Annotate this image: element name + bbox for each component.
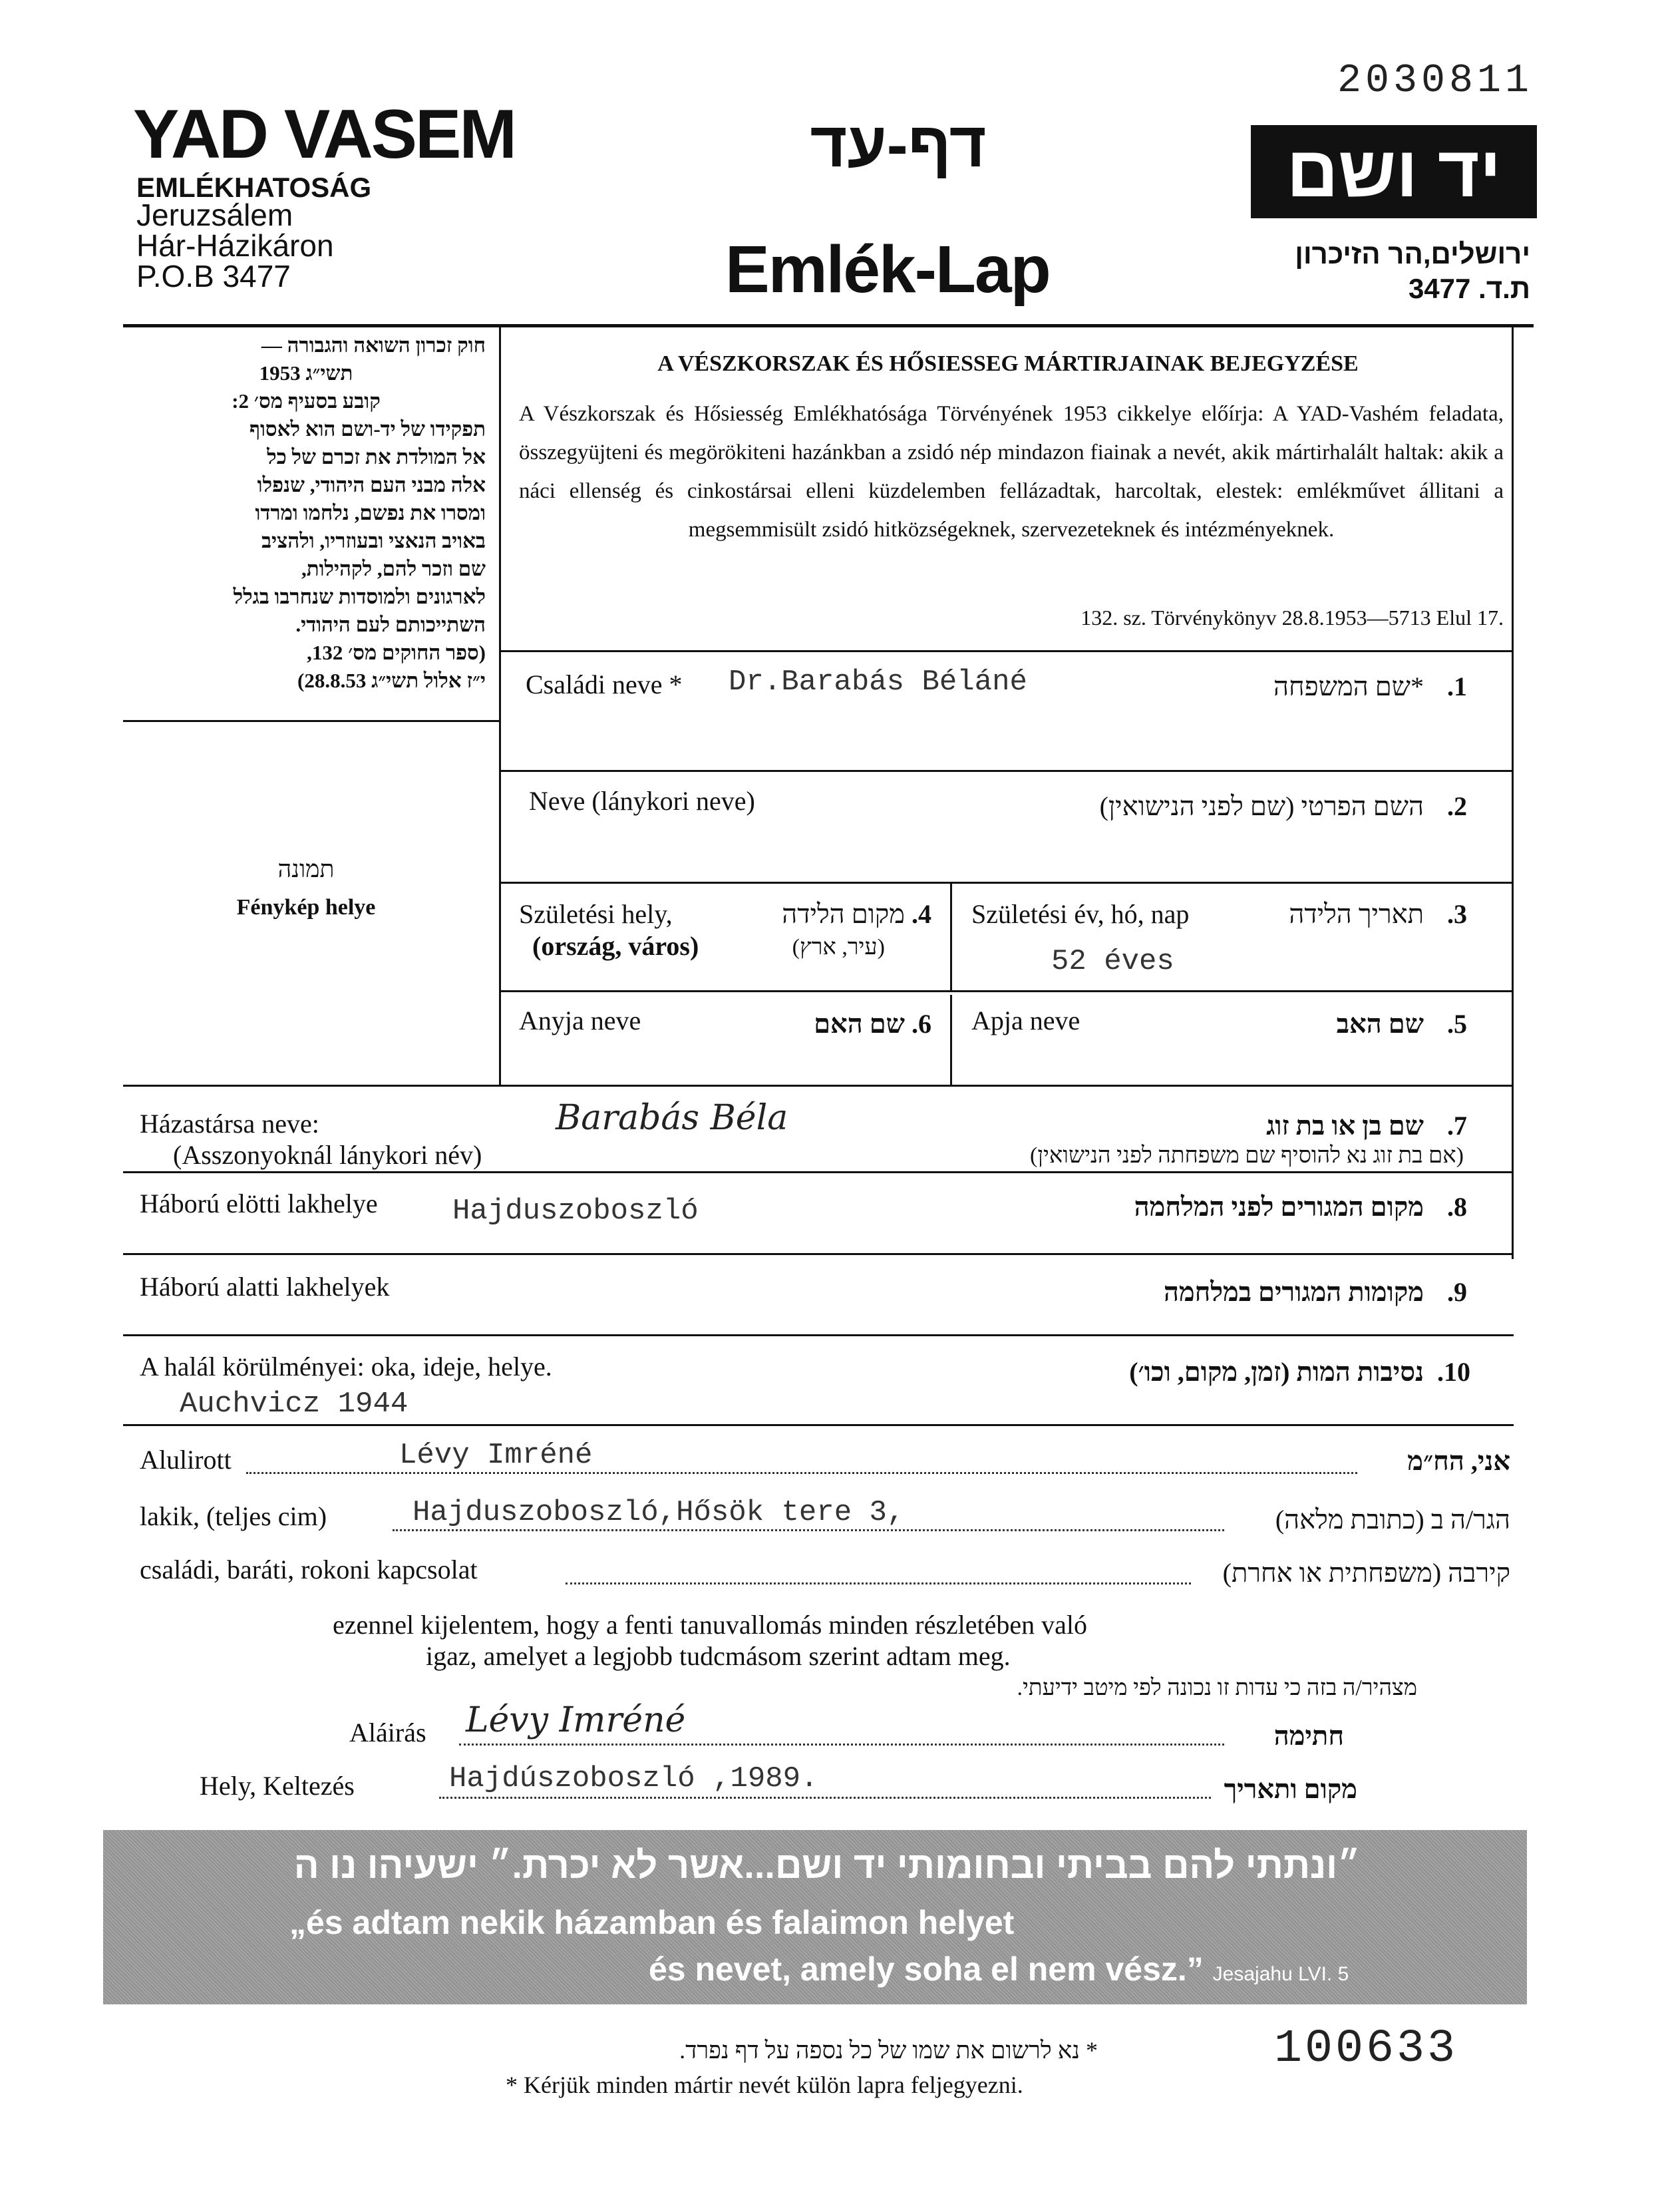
document-title: Emlék-Lap <box>725 232 1050 307</box>
alulirott-line <box>246 1472 1357 1474</box>
law-line: חוק זכרון השואה והגבורה — <box>261 333 486 357</box>
relation-label: családi, baráti, rokoni kapcsolat <box>140 1555 478 1584</box>
f9-number: .9 <box>1447 1277 1467 1307</box>
banner-line-2-text: és nevet, amely soha el nem vész.” <box>649 1950 1204 1988</box>
banner-source: Jesajahu LVI. 5 <box>1212 1963 1349 1985</box>
f1-top <box>499 650 1514 652</box>
f7-hebrew: שם בן או בת זוג <box>1266 1111 1424 1141</box>
intro-title: A VÉSZKORSZAK ÉS HŐSIESSEG MÁRTIRJAINAK BEJEGYZÉSE <box>657 351 1359 376</box>
f7-label: Házastársa neve: <box>140 1109 319 1139</box>
f1-value[interactable]: Dr.Barabás Béláné <box>729 665 1027 699</box>
date-hebrew: מקום ותאריך <box>1224 1774 1357 1804</box>
signature-value[interactable]: Lévy Imréné <box>466 1700 686 1740</box>
f5-number: .5 <box>1447 1009 1467 1039</box>
quote-banner <box>103 1830 1527 2004</box>
photo-hebrew-label: תמונה <box>277 856 335 882</box>
f5-f6-divider <box>950 995 952 1085</box>
f6-hebrew: שם האם <box>814 1009 905 1039</box>
f5-top <box>499 990 1514 992</box>
address-hebrew: הגר/ה ב (כתובת מלאה) <box>1275 1505 1510 1535</box>
org-name: YAD VASEM <box>133 96 516 173</box>
relation-line <box>566 1582 1191 1584</box>
law-line: שם וזכר להם, לקהילות, <box>301 557 486 580</box>
f1-number: .1 <box>1447 671 1467 701</box>
f5-hebrew: שם האב <box>1336 1009 1424 1039</box>
banner-hebrew: ״ונתתי להם בביתי ובחומותי יד ושם...אשר לא יכרת.״ ישעיהו נו ה <box>293 1844 1361 1886</box>
footer-note-text: Kérjük minden mártir nevét külön lapra feljegyezni. <box>524 2072 1023 2098</box>
date-line <box>439 1797 1211 1799</box>
footer-note <box>506 2071 1023 2099</box>
hebrew-address-1: ירושלים,הר הזיכרון <box>1295 238 1530 270</box>
statement-line-2: igaz, amelyet a legjobb tudcmásom szerint adtam meg. <box>426 1641 1011 1671</box>
alulirott-label: Alulirott <box>140 1445 232 1475</box>
f1-hebrew: *שם המשפחה <box>1273 671 1424 701</box>
f2-hebrew: השם הפרטי (שם לפני הנישואין) <box>1099 791 1424 821</box>
banner-line-1: „és adtam nekik házamban és falaimon helyet <box>289 1904 1015 1941</box>
f10-top <box>123 1334 1514 1336</box>
law-text <box>126 331 486 695</box>
address-value[interactable]: Hajduszoboszló,Hősök tere 3, <box>413 1496 905 1529</box>
f4-hebrew: מקום הלידה <box>782 899 905 929</box>
f10-label: A halál körülményei: oka, ideje, helye. <box>140 1352 552 1382</box>
f2-top <box>499 770 1514 772</box>
declaration-top <box>123 1424 1514 1426</box>
f9-label: Háború alatti lakhelyek <box>140 1272 390 1302</box>
f8-top <box>123 1171 1514 1173</box>
law-line: אל המולדת את זכרם של כל <box>267 445 486 468</box>
f4-sublabel: (ország, város) <box>532 931 699 961</box>
f3-number: .3 <box>1447 899 1467 929</box>
f7-top <box>123 1085 1514 1087</box>
f4-label: Születési hely, <box>519 899 673 929</box>
photo-label: Fénykép helye <box>236 895 376 920</box>
org-subtitle: EMLÉKHATOSÁG <box>136 172 372 203</box>
f3-top <box>499 882 1514 884</box>
date-value[interactable]: Hajdúszoboszló ,1989. <box>449 1762 818 1795</box>
law-line: תשי״ג 1953 <box>259 361 353 385</box>
f1-label <box>526 669 683 700</box>
f8-number: .8 <box>1447 1192 1467 1222</box>
address-line-3: P.O.B 3477 <box>136 259 291 293</box>
address-line <box>393 1529 1224 1531</box>
f4-number: .4 <box>912 899 931 929</box>
f8-label: Háború elötti lakhelye <box>140 1189 378 1218</box>
f3-label: Születési év, hó, nap <box>971 899 1190 929</box>
f5-label: Apja neve <box>971 1006 1080 1035</box>
law-line: השתייכותם לעם היהודי. <box>295 613 486 636</box>
f2-number: .2 <box>1447 791 1467 821</box>
f6-number: .6 <box>912 1009 931 1039</box>
f7-sublabel: (Asszonyoknál lánykori név) <box>173 1140 482 1170</box>
f10-value[interactable]: Auchvicz 1944 <box>180 1387 409 1421</box>
f1-star: * <box>669 669 683 699</box>
f8-value[interactable]: Hajduszoboszló <box>452 1195 699 1228</box>
address-line-1: Jeruzsálem <box>136 198 293 232</box>
law-line: (ספר החוקים מס׳ 132, <box>307 641 486 664</box>
hebrew-title: דף-עד <box>810 109 987 180</box>
law-line: תפקידו של יד-ושם הוא לאסוף <box>249 417 486 441</box>
statement-hebrew: מצהיר/ה בזה כי עדות זו נכונה לפי מיטב ידיעתי. <box>1017 1676 1417 1700</box>
signature-label: Aláirás <box>349 1718 426 1748</box>
address-label: lakik, (teljes cim) <box>140 1501 327 1531</box>
signature-line <box>459 1744 1224 1746</box>
top-rule <box>123 324 1534 327</box>
signature-hebrew: חתימה <box>1273 1721 1344 1751</box>
law-box-bottom <box>123 720 501 722</box>
f3-f4-divider <box>950 882 952 992</box>
hebrew-address-2: ת.ד. 3477 <box>1408 273 1530 304</box>
f3-value[interactable]: 52 éves <box>1051 945 1174 978</box>
law-box-divider <box>499 327 501 1085</box>
date-label: Hely, Keltezés <box>200 1771 355 1801</box>
document-number: 100633 <box>1274 2023 1458 2076</box>
alulirott-value[interactable]: Lévy Imréné <box>399 1439 593 1472</box>
law-line: י״ז אלול תשי״ג 28.8.53) <box>297 669 486 692</box>
stamp-number: 2030811 <box>1337 59 1534 104</box>
f3-hebrew: תאריך הלידה <box>1289 899 1424 929</box>
statement-line-1: ezennel kijelentem, hogy a fenti tanuvallomás minden részletében való <box>333 1610 1088 1640</box>
f10-number: .10 <box>1437 1357 1470 1387</box>
yad-vashem-logo: יד ושם <box>1251 125 1537 218</box>
law-line: לארגונים ולמוסדות שנחרבו בגלל <box>233 585 486 608</box>
alulirott-hebrew: אני, הח״מ <box>1407 1446 1510 1476</box>
law-line: אלה מבני העם היהודי, שנפלו <box>257 473 486 496</box>
f4-subhebrew: (עיר, ארץ) <box>792 935 885 960</box>
right-border <box>1512 327 1514 1259</box>
law-line: ומסרו את נפשם, נלחמו ומרדו <box>255 501 486 524</box>
law-line: קובע בסעיף מס׳ 2: <box>232 389 381 413</box>
footer-hebrew-note <box>466 2036 1098 2064</box>
relation-hebrew: קירבה (משפחתית או אחרת) <box>1222 1558 1510 1588</box>
f7-subhebrew: (אם בת זוג נא להוסיף שם משפחתה לפני הנישואין) <box>1030 1143 1464 1168</box>
footer-hebrew-text: נא לרשום את שמו של כל נספה על דף נפרד. <box>679 2037 1080 2064</box>
intro-body: A Vészkorszak és Hősiesség Emlékhatósága Törvényének 1953 cikkelye előírja: A YAD-Vashém feladata, összegyüjteni és megörökiteni hazánkban a zsidó nép mindazon fiainak a nevét, akik mártirhalált haltak: akik a náci ellenség és cinkostársai elleni küzdelemben fellázadtak, harcoltak, elestek: emlékművet állitani a megsemmisült zsidó hitközségeknek, szervezeteknek és intézményeknek. <box>519 402 1504 542</box>
f7-value[interactable]: Barabás Béla <box>556 1098 788 1138</box>
f6-label: Anyja neve <box>519 1006 641 1035</box>
address-line-2: Hár-Házikáron <box>136 228 334 263</box>
f7-number: .7 <box>1447 1111 1467 1141</box>
f9-top <box>123 1253 1514 1255</box>
f8-hebrew: מקום המגורים לפני המלחמה <box>1134 1192 1424 1222</box>
f10-hebrew: נסיבות המות (זמן, מקום, וכו׳) <box>1129 1357 1424 1387</box>
banner-line-2 <box>649 1950 1349 1988</box>
intro-citation: 132. sz. Törvénykönyv 28.8.1953—5713 Elul 17. <box>1080 606 1504 630</box>
f2-label: Neve (lánykori neve) <box>529 786 755 816</box>
footer-star: * <box>506 2072 518 2098</box>
footer-star-hebrew: * <box>1086 2037 1098 2064</box>
f9-hebrew: מקומות המגורים במלחמה <box>1163 1277 1424 1307</box>
law-line: באויב הנאצי ובעוזריו, ולהציב <box>261 529 486 552</box>
f1-label-text: Családi neve <box>526 669 663 699</box>
